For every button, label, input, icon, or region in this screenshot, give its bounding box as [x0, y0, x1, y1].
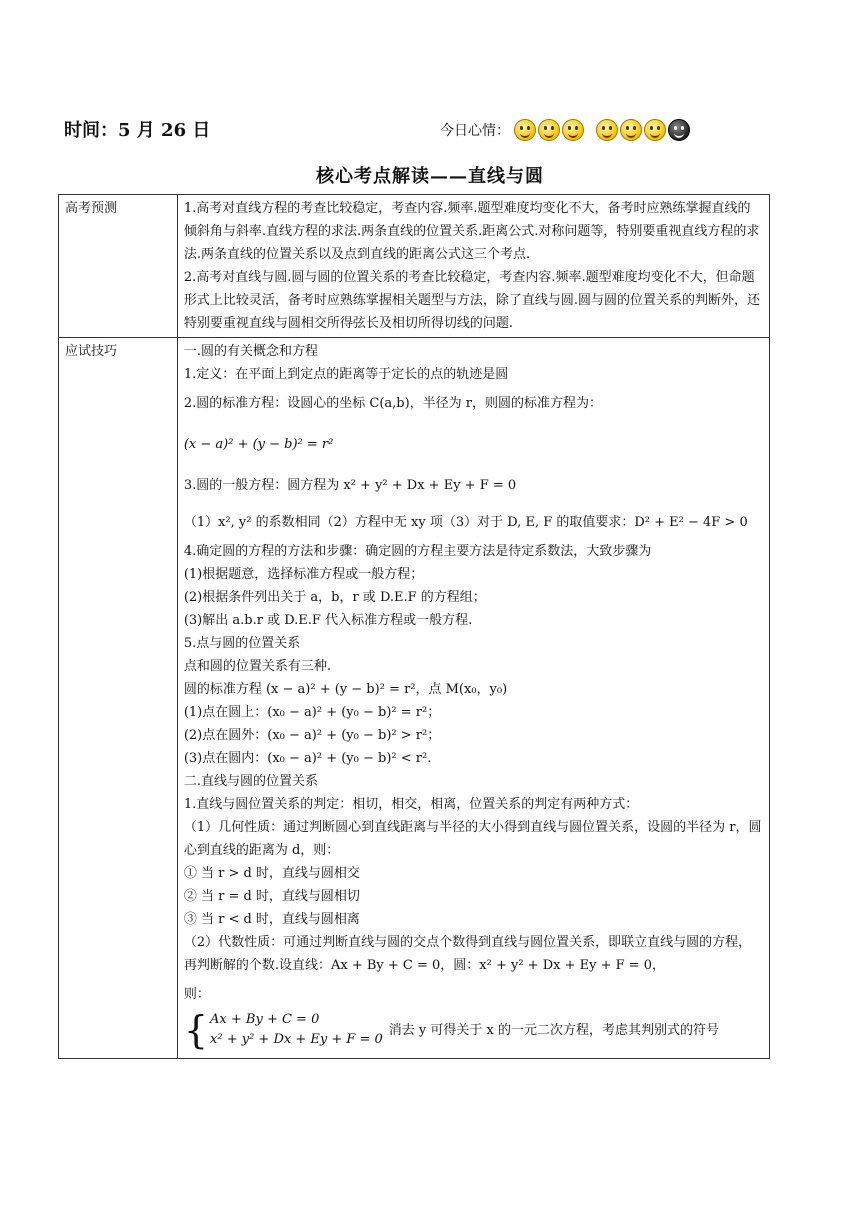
page-title: 核心考点解读——直线与圆 — [316, 166, 544, 187]
text-line: 点和圆的位置关系有三种. — [183, 659, 331, 674]
text-line: (3)点在圆内：(x₀ − a)² + (y₀ − b)² < r². — [183, 751, 432, 766]
text-line: (2)点在圆外：(x₀ − a)² + (y₀ − b)² > r²； — [183, 728, 441, 743]
system-note: 消去 y 可得关于 x 的一元二次方程，考虑其判别式的符号 — [388, 1022, 720, 1038]
dark-face-icon[interactable] — [668, 119, 690, 141]
text-line: ③ 当 r < d 时，直线与圆相离 — [183, 912, 360, 927]
text-line: ① 当 r > d 时，直线与圆相交 — [183, 866, 360, 881]
row-label: 高考预测 — [59, 195, 178, 338]
section-heading: 一.圆的有关概念和方程 — [183, 344, 318, 359]
paragraph: 2.高考对直线与圆.圆与圆的位置关系的考查比较稳定，考查内容.频率.题型难度均变化不大，但命题形式上比较灵活，备考时应熟练掌握相关题型与方法，除了直线与圆.圆与圆的位置关系的判断外，还特别要重视直线与圆相交所得弦长及相切所得切线的问题. — [183, 270, 760, 331]
section-heading: 5.点与圆的位置关系 — [183, 636, 301, 651]
content-table — [58, 194, 770, 1059]
text-line: 1.定义：在平面上到定点的距离等于定长的点的轨迹是圆 — [183, 367, 509, 382]
row-content — [177, 338, 769, 1059]
text-line: 4.确定圆的方程的方法和步骤：确定圆的方程主要方法是待定系数法，大致步骤为 — [183, 544, 652, 559]
crying-face-icon[interactable] — [620, 119, 642, 141]
mood-label: 今日心情： — [440, 123, 510, 139]
date-label: 时间：5 月 26 日 — [64, 120, 211, 141]
brace: { — [183, 1008, 209, 1052]
text-line: (1)点在圆上：(x₀ − a)² + (y₀ − b)² = r²； — [183, 705, 441, 720]
text-line: (3)解出 a.b.r 或 D.E.F 代入标准方程或一般方程. — [183, 613, 473, 628]
row-label: 应试技巧 — [59, 338, 178, 1059]
table-row-prediction — [59, 195, 770, 338]
system-eq-1: Ax + By + C = 0 — [210, 1012, 320, 1027]
text-line: （1）x², y² 的系数相同（2）方程中无 xy 项（3）对于 D, E, F 的取值要求：D² + E² − 4F > 0 — [183, 515, 748, 530]
text-line: （1）几何性质：通过判断圆心到直线距离与半径的大小得到直线与圆位置关系，设圆的半径为 r，圆心到直线的距离为 d，则： — [183, 820, 762, 858]
text-line: ② 当 r = d 时，直线与圆相切 — [183, 889, 360, 904]
text-line: (2)根据条件列出关于 a，b，r 或 D.E.F 的方程组； — [183, 590, 486, 605]
smirk-face-icon[interactable] — [644, 119, 666, 141]
text-line: 圆的标准方程 (x − a)² + (y − b)² = r²，点 M(x₀，y₀) — [183, 682, 508, 697]
text-line: 1.直线与圆位置关系的判定：相切，相交，相离，位置关系的判定有两种方式： — [183, 797, 639, 812]
text-line: 则： — [183, 987, 210, 1002]
table-row-skills — [59, 338, 770, 1059]
text-line: （2）代数性质：可通过判断直线与圆的交点个数得到直线与圆位置关系，即联立直线与圆的方程，再判断解的个数.设直线：Ax + By + C = 0，圆：x² + y² + Dx + Ey + F = 0， — [183, 935, 752, 973]
grin-face-icon[interactable] — [538, 119, 560, 141]
smile-face-icon[interactable] — [514, 119, 536, 141]
mood-icons — [514, 119, 692, 141]
thinking-face-icon[interactable] — [596, 119, 618, 141]
text-line: 2.圆的标准方程：设圆心的坐标 C(a,b)，半径为 r，则圆的标准方程为： — [183, 396, 603, 411]
row-content — [177, 195, 769, 338]
equation: (x − a)² + (y − b)² = r² — [183, 437, 334, 452]
text-line: (1)根据题意，选择标准方程或一般方程； — [183, 567, 424, 582]
mood-section — [440, 119, 692, 141]
equation-system — [184, 1010, 763, 1050]
section-heading: 二.直线与圆的位置关系 — [183, 774, 318, 789]
angry-face-icon[interactable] — [562, 119, 584, 141]
system-eq-2: x² + y² + Dx + Ey + F = 0 — [210, 1032, 383, 1047]
text-line: 3.圆的一般方程：圆方程为 x² + y² + Dx + Ey + F = 0 — [183, 478, 517, 493]
header — [64, 116, 804, 144]
paragraph: 1.高考对直线方程的考查比较稳定，考查内容.频率.题型难度均变化不大，备考时应熟练掌握直线的倾斜角与斜率.直线方程的求法.两条直线的位置关系.距离公式.对称问题等，特别要重视直线方程的求法.两条直线的位置关系以及点到直线的距离公式这三个考点. — [183, 201, 760, 262]
system-equations — [210, 1010, 383, 1050]
